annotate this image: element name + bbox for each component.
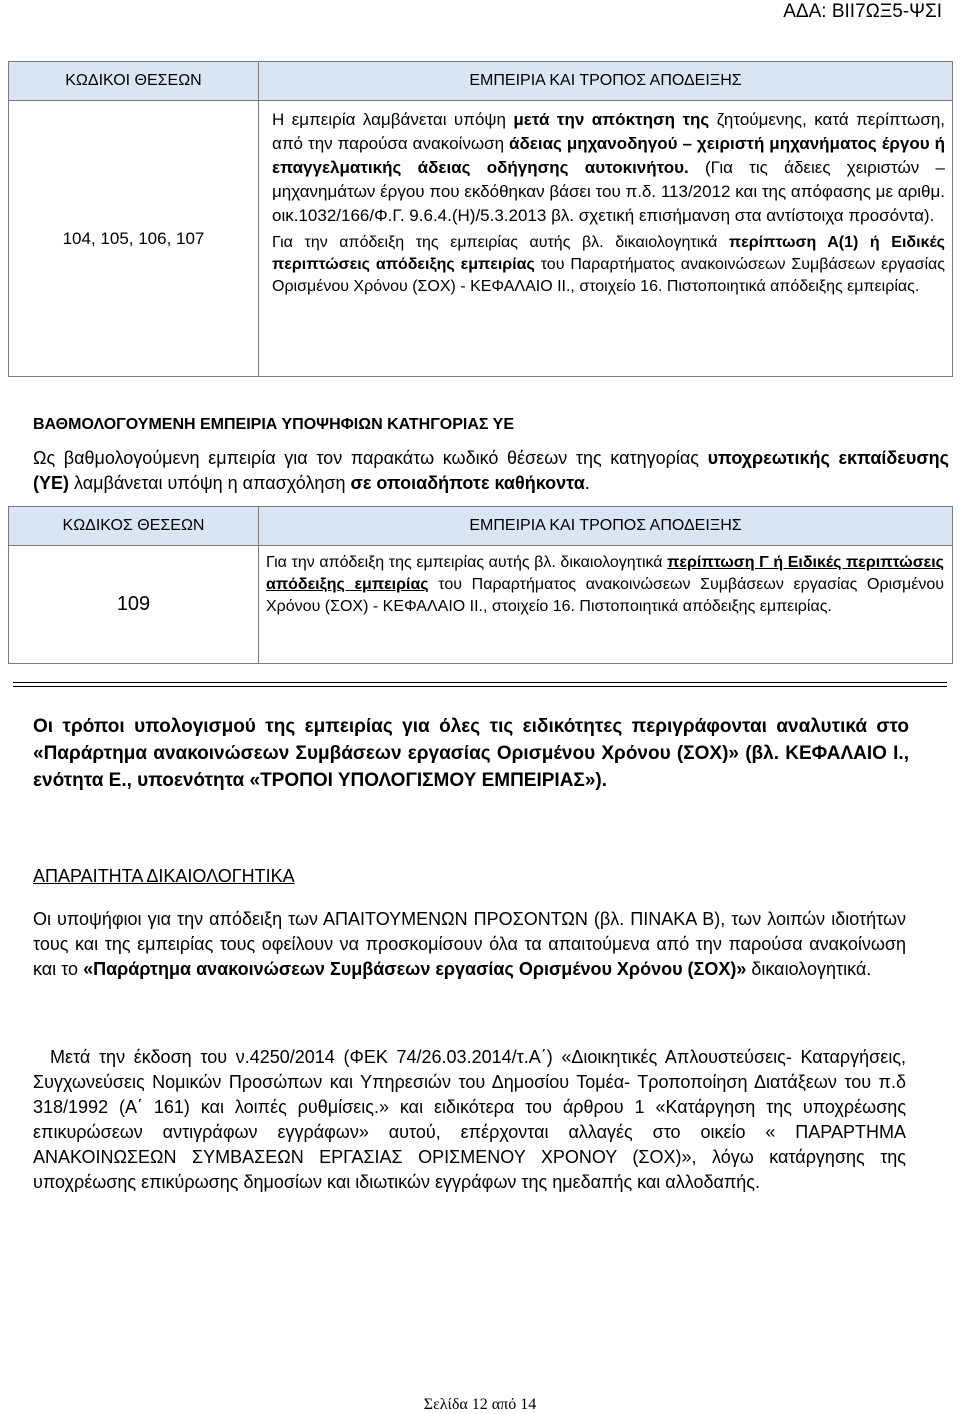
table1-experience-cell: [259, 101, 953, 377]
text-run: ζητούμενης, κατά περίπτωση, από την παρούσα ανακοίνωση: [272, 110, 945, 153]
divider: [13, 682, 947, 683]
calculation-notice: Οι τρόποι υπολογισμού της εμπειρίας για όλες τις ειδικότητες περιγράφονται αναλυτικά στο «Παράρτημα ανακοινώσεων Συμβάσεων εργασίας Ορισμένου Χρόνου (ΣΟΧ)» (βλ. ΚΕΦΑΛΑΙΟ Ι., ενότητα Ε., υποενότητα «ΤΡΟΠΟΙ ΥΠΟΛΟΓΙΣΜΟΥ ΕΜΠΕΙΡΙΑΣ»).: [33, 716, 909, 791]
required-docs-title: ΑΠΑΡΑΙΤΗΤΑ ΔΙΚΑΙΟΛΟΓΗΤΙΚΑ: [33, 866, 295, 886]
law-change-paragraph: Μετά την έκδοση του ν.4250/2014 (ΦΕΚ 74/26.03.2014/τ.Α΄) «Διοικητικές Απλουστεύσεις- Καταργήσεις, Συγχωνεύσεις Νομικών Προσώπων και Υπηρεσιών του Δημοσίου Τομέα- Τροποποίηση Διατάξεων του π.δ 318/1992 (Α΄ 161) και λοιπές ρυθμίσεις.» και ειδικότερα του άρθρου 1 «Κατάργηση της υποχρέωσης επικυρώσεων αντιγράφων εγγράφων» αυτού, επέρχονται αλλαγές στο οικείο « ΠΑΡΑΡΤΗΜΑ ΑΝΑΚΟΙΝΩΣΕΩΝ ΣΥΜΒΑΣΕΩΝ ΕΡΓΑΣΙΑΣ ΟΡΙΣΜΕΝΟΥ ΧΡΟΝΟΥ (ΣΟΧ)», λόγω κατάργησης της υποχρέωσης επικύρωσης δημοσίων και ιδιωτικών εγγράφων της ημεδαπής και αλλοδαπής.: [33, 1047, 906, 1192]
experience-table-2: [8, 506, 953, 664]
text-run-bold: μετά την απόκτηση της: [513, 110, 710, 129]
text-run: λαμβάνεται υπόψη η απασχόληση: [69, 473, 351, 493]
text-run: του Παραρτήματος ανακοινώσεων Συμβάσεων εργασίας Ορισμένου Χρόνου (ΣΟΧ) - ΚΕΦΑΛΑΙΟ ΙΙ., στοιχείο 16. Πιστοποιητικά απόδειξης εμπειρίας.: [272, 256, 946, 295]
required-docs-text: [33, 907, 906, 982]
text-run-bold: περίπτωση Α(1) ή Ειδικές περιπτώσεις απόδειξης εμπειρίας: [272, 234, 945, 273]
table1-header-experience: ΕΜΠΕΙΡΙΑ ΚΑΙ ΤΡΟΠΟΣ ΑΠΟΔΕΙΞΗΣ: [259, 62, 953, 101]
text-run: Ως βαθμολογούμενη εμπειρία για τον παρακάτω κωδικό θέσεων της κατηγορίας: [33, 448, 708, 468]
table2-experience-cell: [259, 546, 953, 664]
text-run: (Για τις άδειες χειριστών – μηχανημάτων έργου που εκδόθηκαν βάσει του π.δ. 113/2012 και της απόφασης με αριθμ. οικ.1032/166/Φ.Γ. 9.6.4.(Η)/5.3.2013 βλ. σχετική επισήμανση στα αντίστοιχα προσόντα).: [272, 158, 945, 225]
text-run: Η εμπειρία λαμβάνεται υπόψη: [272, 110, 514, 129]
text-run: Για την απόδειξη της εμπειρίας αυτής βλ. δικαιολογητικά: [272, 234, 729, 251]
ada-code: ΑΔΑ: ΒΙΙ7ΩΞ5-ΨΣΙ: [783, 1, 942, 22]
text-run: Για την απόδειξη της εμπειρίας αυτής βλ. δικαιολογητικά: [266, 554, 668, 571]
table2-header-code: ΚΩΔΙΚΟΣ ΘΕΣΕΩΝ: [9, 507, 259, 546]
page-number: Σελίδα 12 από 14: [423, 1396, 537, 1413]
divider: [13, 686, 947, 687]
table1-paragraph-2: [272, 232, 945, 298]
text-run-bold: άδειας μηχανοδηγού – χειριστή μηχανήματος έργου ή επαγγελματικής άδειας οδήγησης αυτοκινήτου.: [272, 134, 945, 177]
text-run-bold-underline: περίπτωση Γ ή Ειδικές περιπτώσεις απόδειξης εμπειρίας: [266, 554, 944, 593]
text-run: δικαιολογητικά.: [746, 959, 872, 979]
experience-table-1: [8, 61, 953, 377]
table2-paragraph: [266, 552, 944, 618]
table2-position-code: 109: [9, 546, 259, 664]
table1-paragraph-1: [272, 108, 945, 228]
table1-position-codes: 104, 105, 106, 107: [9, 101, 259, 377]
section-text: [33, 446, 949, 496]
section-heading: ΒΑΘΜΟΛΟΓΟΥΜΕΝΗ ΕΜΠΕΙΡΙΑ ΥΠΟΨΗΦΙΩΝ ΚΑΤΗΓΟΡΙΑΣ ΥΕ: [33, 416, 515, 433]
text-run-bold: σε οποιαδήποτε καθήκοντα: [350, 473, 585, 493]
table1-header-codes: ΚΩΔΙΚΟΙ ΘΕΣΕΩΝ: [9, 62, 259, 101]
text-run: .: [584, 473, 590, 493]
text-run-bold: υποχρεωτικής εκπαίδευσης (ΥΕ): [33, 448, 949, 493]
text-run: Οι υποψήφιοι για την απόδειξη των ΑΠΑΙΤΟΥΜΕΝΩΝ ΠΡΟΣΟΝΤΩΝ (βλ. ΠΙΝΑΚΑ Β), των λοιπών ιδιοτήτων τους και της εμπειρίας τους οφείλουν να προσκομίσουν όλα τα απαιτούμενα από την παρούσα ανακοίνωση και το: [33, 909, 906, 979]
table2-header-experience: ΕΜΠΕΙΡΙΑ ΚΑΙ ΤΡΟΠΟΣ ΑΠΟΔΕΙΞΗΣ: [259, 507, 953, 546]
text-run: του Παραρτήματος ανακοινώσεων Συμβάσεων εργασίας Ορισμένου Χρόνου (ΣΟΧ) - ΚΕΦΑΛΑΙΟ ΙΙ., στοιχείο 16. Πιστοποιητικά απόδειξης εμπειρίας.: [266, 576, 944, 615]
text-run-bold: «Παράρτημα ανακοινώσεων Συμβάσεων εργασίας Ορισμένου Χρόνου (ΣΟΧ)»: [83, 959, 747, 979]
